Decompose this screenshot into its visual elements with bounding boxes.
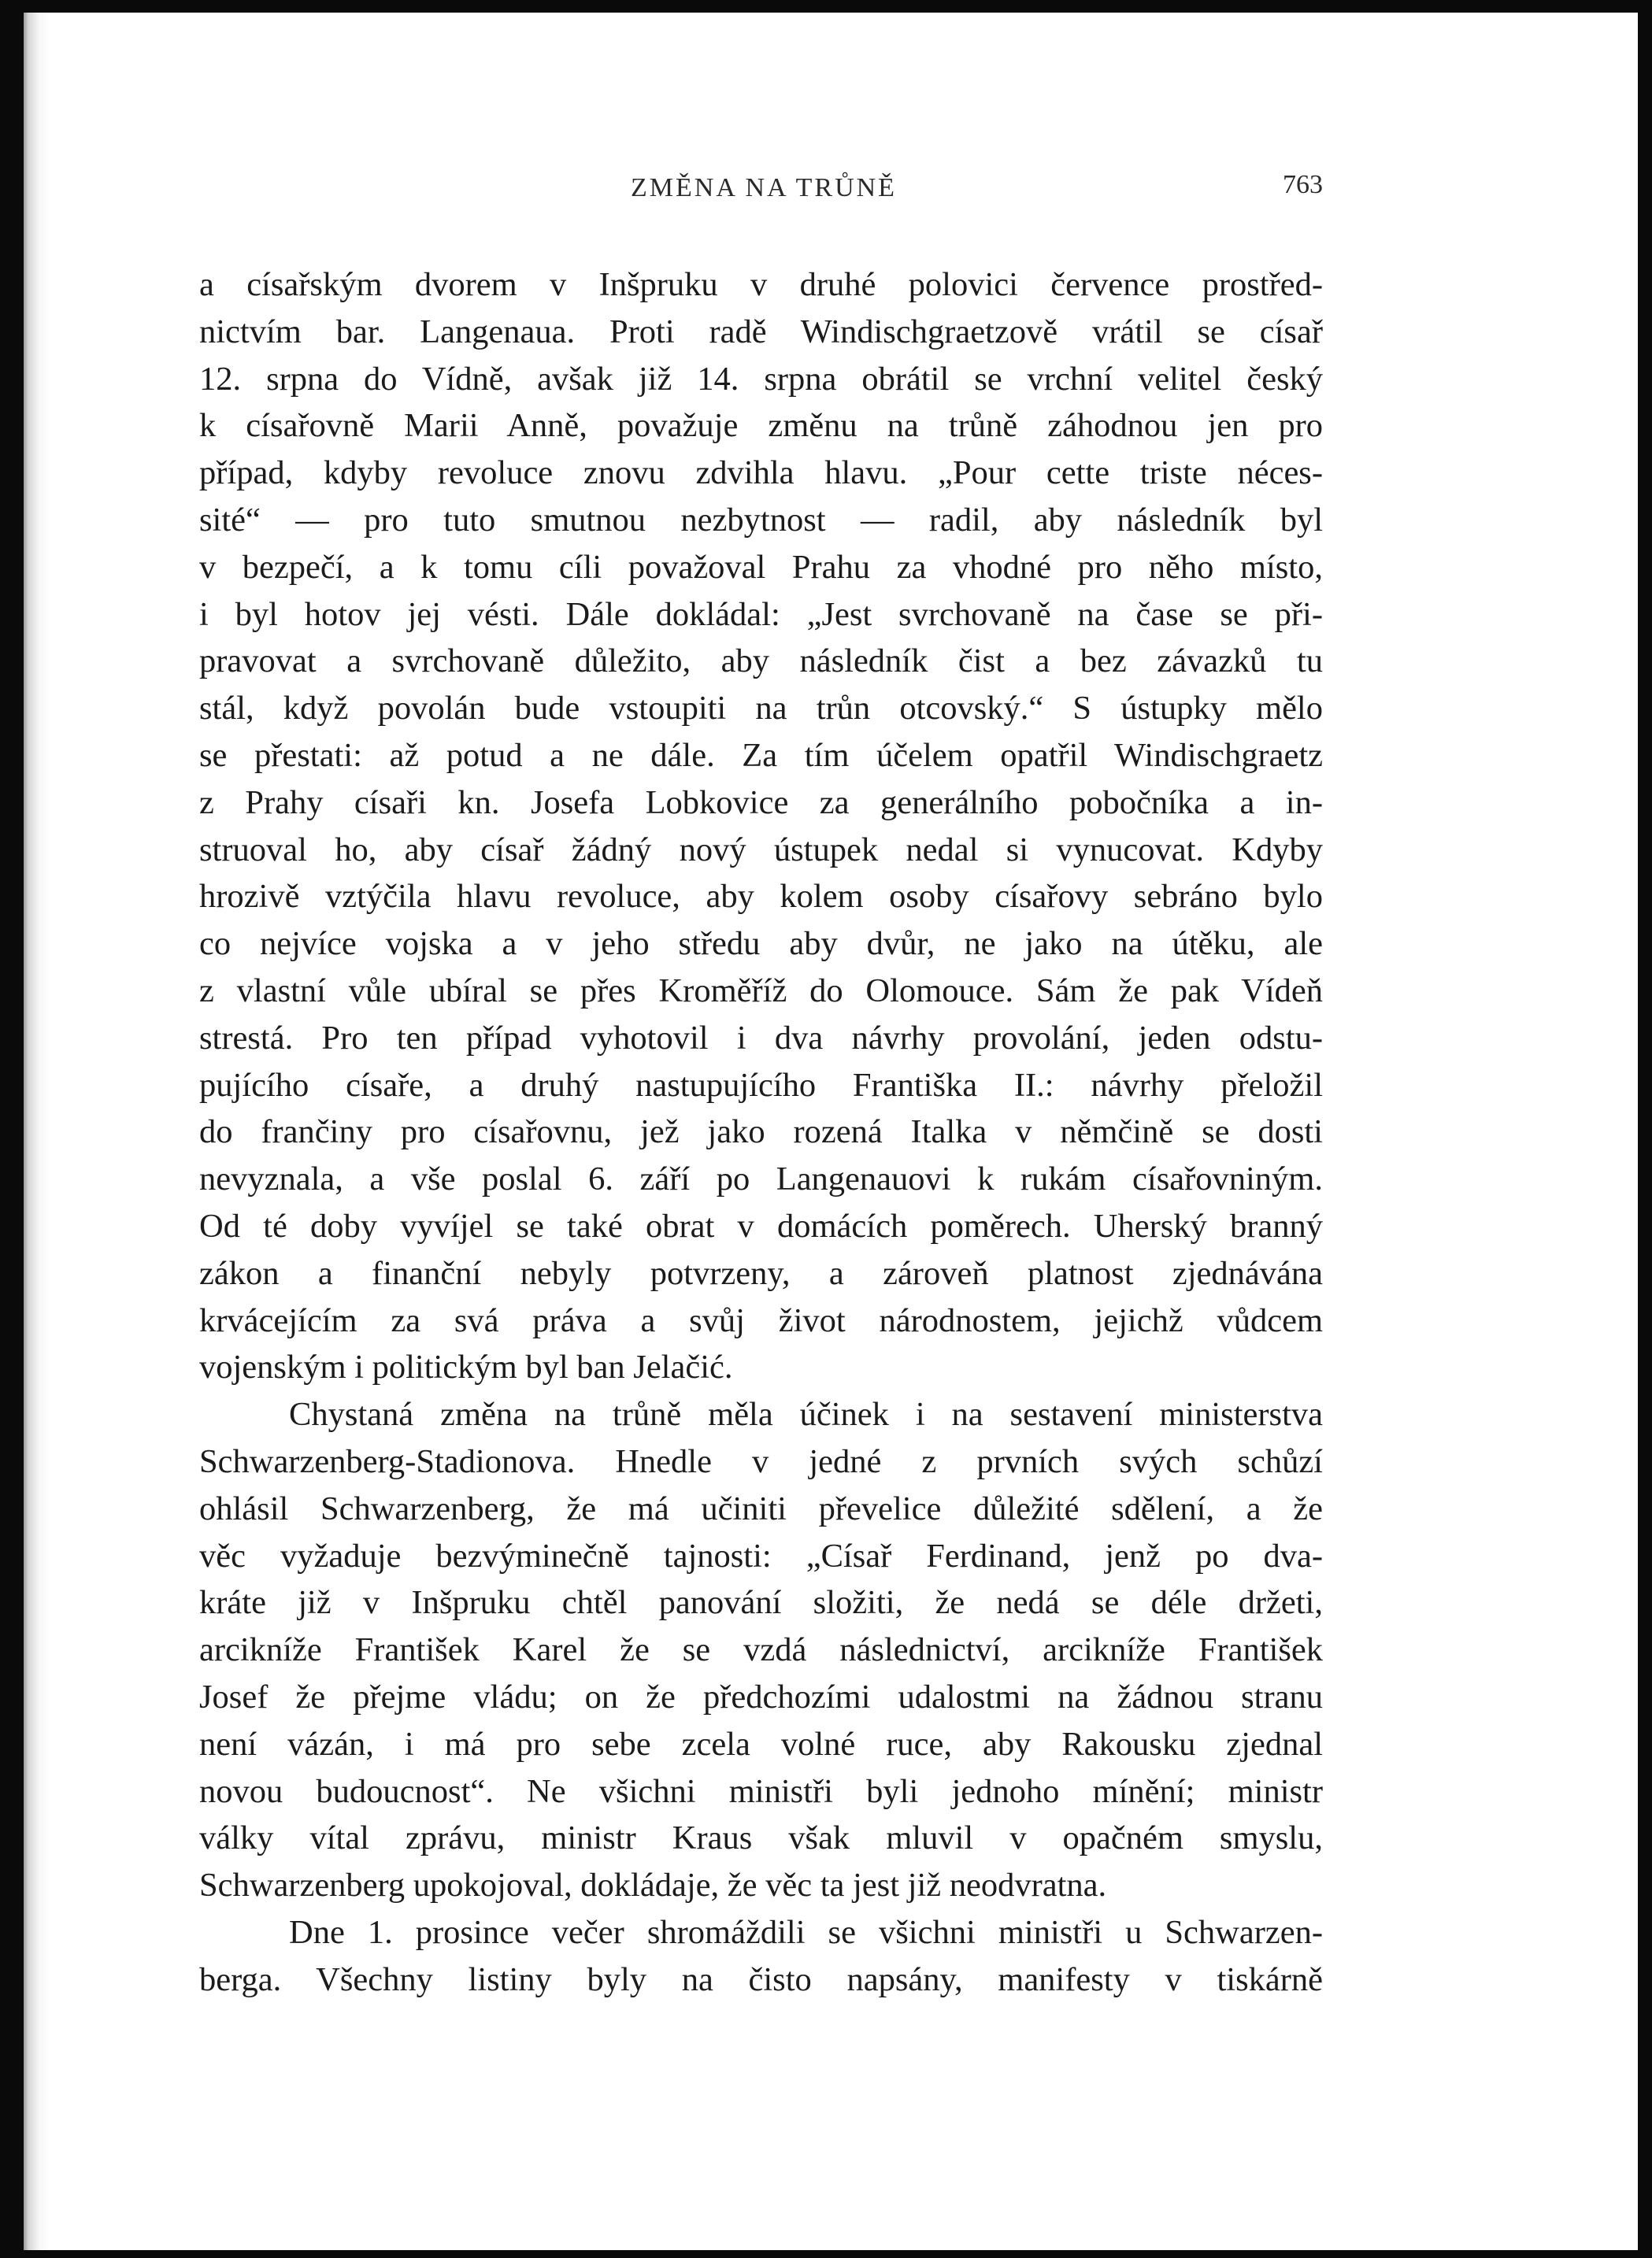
text-line: z Prahy císaři kn. Josefa Lobkovice za generálního pobočníka a in- — [199, 783, 1323, 821]
text-line: co nejvíce vojska a v jeho středu aby dvůr, ne jako na útěku, ale — [199, 925, 1323, 963]
text-line: z vlastní vůle ubíral se přes Kroměříž do Olomouce. Sám že pak Vídeň — [199, 972, 1323, 1009]
scan-border-left — [0, 0, 24, 2258]
text-line: sité“ — pro tuto smutnou nezbytnost — radil, aby následník byl — [199, 501, 1323, 539]
text-line: do frančiny pro císařovnu, jež jako rozená Italka v němčině se dosti — [199, 1113, 1323, 1151]
text-line: stál, když povolán bude vstoupiti na trůn otcovský.“ S ústupky mělo — [199, 690, 1323, 727]
text-line: strestá. Pro ten případ vyhotovil i dva návrhy provolání, jeden odstu- — [199, 1019, 1323, 1057]
text-line: hrozivě vztýčila hlavu revoluce, aby kolem osoby císařovy sebráno bylo — [199, 878, 1323, 916]
text-line-paragraph-end: Schwarzenberg upokojoval, dokládaje, že věc ta jest již neodvratna. — [199, 1867, 1107, 1904]
text-line: k císařovně Marii Anně, považuje změnu na trůně záhodnou jen pro — [199, 407, 1323, 445]
text-line: berga. Všechny listiny byly na čisto napsány, manifesty v tiskárně — [199, 1960, 1323, 1998]
scan-border-bottom — [0, 2250, 1652, 2258]
text-line: věc vyžaduje bezvýminečně tajnosti: „Císař Ferdinand, jenž po dva- — [199, 1537, 1323, 1575]
text-line: 12. srpna do Vídně, avšak již 14. srpna obrátil se vrchní velitel český — [199, 360, 1323, 398]
text-line-paragraph-end: vojenským i politickým byl ban Jelačić. — [199, 1349, 733, 1386]
page-number: 763 — [1283, 170, 1323, 199]
text-line-paragraph-start: Chystaná změna na trůně měla účinek i na sestavení ministerstva — [289, 1396, 1323, 1434]
scan-border-right — [1638, 0, 1652, 2258]
text-line: ohlásil Schwarzenberg, že má učiniti převelice důležité sdělení, a že — [199, 1490, 1323, 1527]
text-line: Od té doby vyvíjel se také obrat v domácích poměrech. Uherský branný — [199, 1207, 1323, 1245]
text-line-paragraph-start: Dne 1. prosince večer shromáždili se všichni ministři u Schwarzen- — [289, 1913, 1323, 1951]
text-line: Schwarzenberg-Stadionova. Hnedle v jedné z prvních svých schůzí — [199, 1442, 1323, 1480]
text-line: a císařským dvorem v Inšpruku v druhé polovici července prostřed- — [199, 266, 1323, 303]
text-line: pujícího císaře, a druhý nastupujícího Františka II.: návrhy přeložil — [199, 1066, 1323, 1104]
text-line: arcikníže František Karel že se vzdá následnictví, arcikníže František — [199, 1631, 1323, 1669]
text-line: nevyznala, a vše poslal 6. září po Langenauovi k rukám císařovniným. — [199, 1160, 1323, 1198]
book-gutter-shadow — [24, 13, 50, 2258]
text-line: války vítal zprávu, ministr Kraus však mluvil v opačném smyslu, — [199, 1819, 1323, 1857]
text-line: krvácejícím za svá práva a svůj život národnostem, jejichž vůdcem — [199, 1301, 1323, 1339]
book-page — [199, 157, 1323, 2003]
text-line: není vázán, i má pro sebe zcela volné ruce, aby Rakousku zjednal — [199, 1725, 1323, 1763]
text-line: nictvím bar. Langenaua. Proti radě Windischgraetzově vrátil se císař — [199, 313, 1323, 350]
text-line: se přestati: až potud a ne dále. Za tím účelem opatřil Windischgraetz — [199, 736, 1323, 774]
text-line: případ, kdyby revoluce znovu zdvihla hlavu. „Pour cette triste néces- — [199, 454, 1323, 492]
text-line: v bezpečí, a k tomu cíli považoval Prahu za vhodné pro něho místo, — [199, 548, 1323, 586]
text-line: struoval ho, aby císař žádný nový ústupek nedal si vynucovat. Kdyby — [199, 831, 1323, 868]
scan-border-top — [0, 0, 1652, 13]
text-line: zákon a finanční nebyly potvrzeny, a zároveň platnost zjednávána — [199, 1254, 1323, 1292]
text-line: Josef že přejme vládu; on že předchozími udalostmi na žádnou stranu — [199, 1678, 1323, 1716]
text-line: pravovat a svrchovaně důležito, aby následník čist a bez závazků tu — [199, 642, 1323, 680]
text-line: i byl hotov jej vésti. Dále dokládal: „Jest svrchovaně na čase se při- — [199, 595, 1323, 633]
text-line: kráte již v Inšpruku chtěl panování složiti, že nedá se déle držeti, — [199, 1584, 1323, 1622]
text-line: novou budoucnost“. Ne všichni ministři byli jednoho mínění; ministr — [199, 1772, 1323, 1810]
body-text — [199, 261, 1323, 2003]
page-header — [199, 157, 1323, 213]
running-head: ZMĚNA NA TRŮNĚ — [631, 173, 897, 202]
